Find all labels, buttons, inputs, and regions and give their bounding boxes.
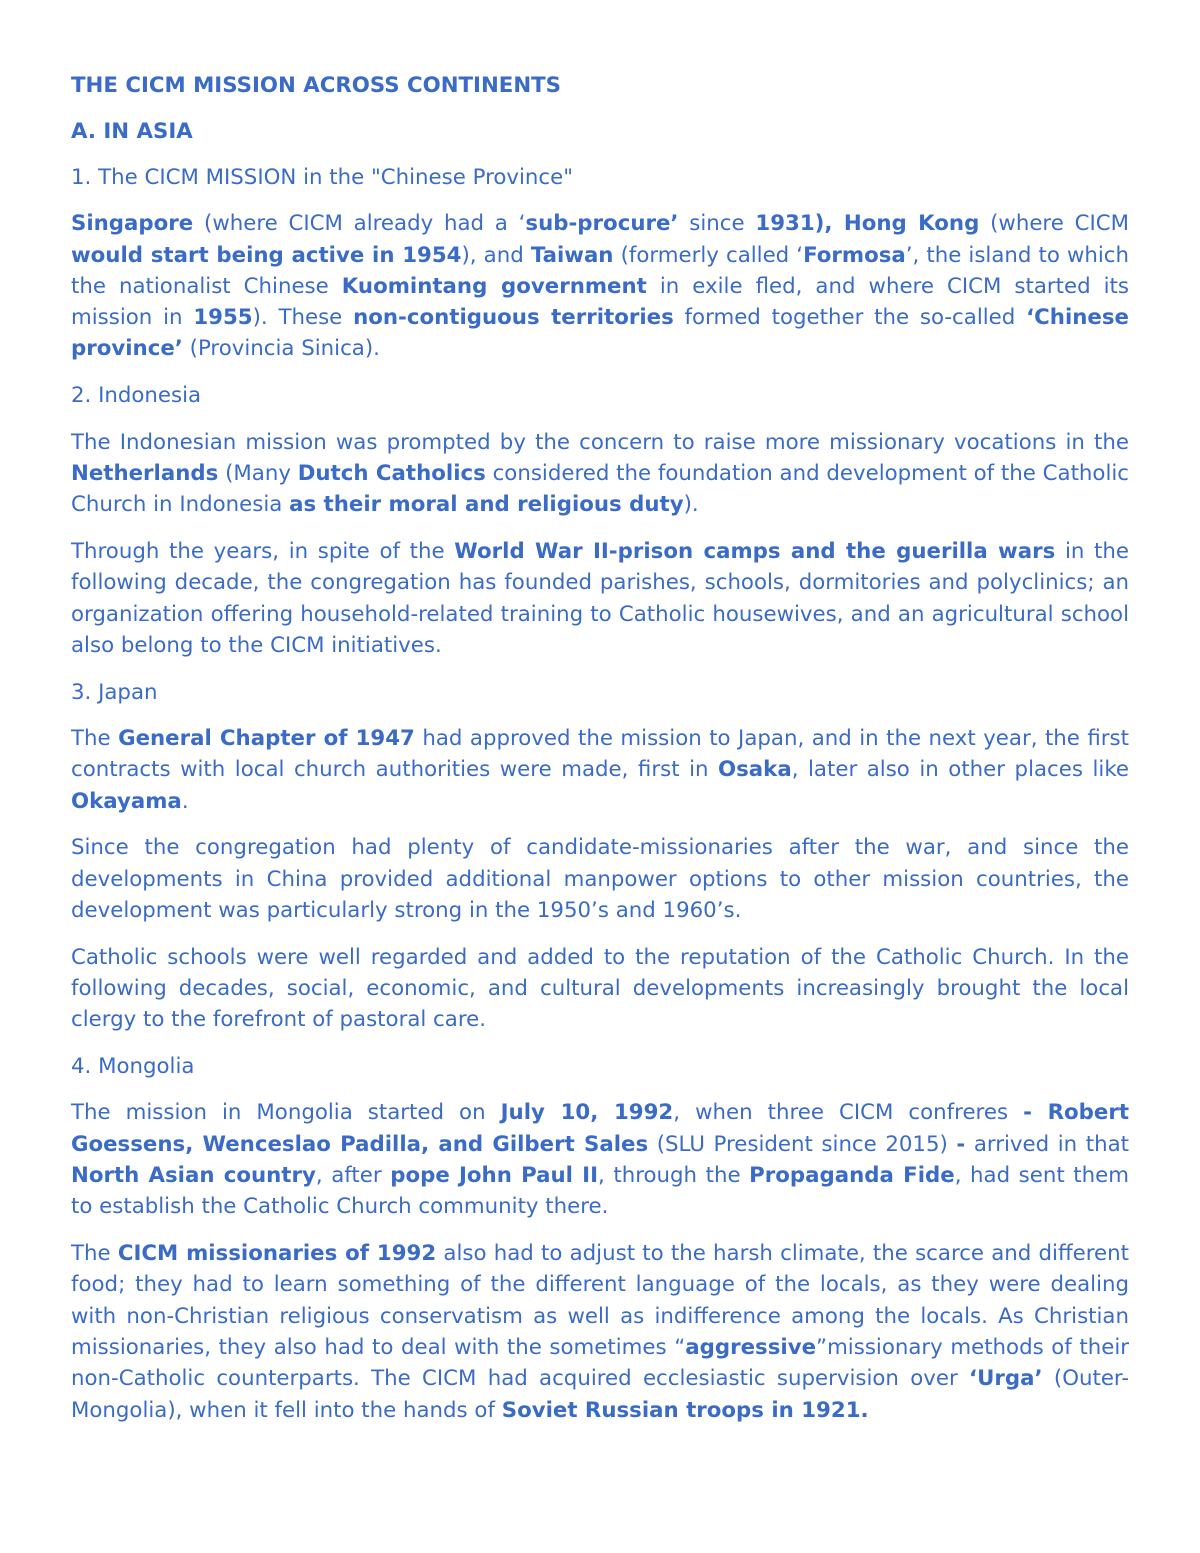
bold-text-run: would start being active in 1954 [71, 242, 462, 268]
text-run: , had sent them to establish the Catholic Church community there. [71, 1163, 1129, 1220]
bold-text-run: sub-procure’ [525, 211, 679, 237]
section-heading-asia: A. IN ASIA [71, 119, 193, 144]
bold-text-run: Dutch Catholics [297, 460, 486, 486]
subheading-chinese-province: 1. The CICM MISSION in the "Chinese Province" [71, 165, 574, 190]
document-page [71, 70, 1129, 1441]
text-run: ”missionary methods of their non-Catholic counterparts. The CICM had acquired ecclesiastic supervision over [71, 1335, 1129, 1392]
bold-text-run: - Robert Goessens, Wenceslao Padilla, and Gilbert Sales [71, 1100, 1129, 1157]
paragraph-mongolia-start [71, 1097, 1129, 1222]
bold-text-run: aggressive [685, 1335, 817, 1360]
text-run: also had to adjust to the harsh climate, the scarce and different food; they had to learn something of the different language of the locals, as they were dealing with non-Christian religious conservatism as well as indifference among the locals. As Christian missionaries, they also had to deal with the sometimes “ [71, 1241, 1129, 1360]
paragraph-chinese-province [71, 208, 1129, 364]
text-run: since [678, 211, 756, 237]
bold-text-run: Propaganda Fide [749, 1163, 955, 1189]
bold-text-run: ‘Urga’ [969, 1366, 1043, 1392]
bold-text-run: pope John Paul II [390, 1163, 599, 1189]
text-run: Catholic schools were well regarded and added to the reputation of the Catholic Church. In the following decades, social, economic, and cultural developments increasingly brought the local clergy to the forefront of pastoral care. [71, 944, 1129, 1033]
paragraph-indonesia-origin [71, 427, 1129, 521]
text-run: The Indonesian mission was prompted by the concern to raise more missionary vocations in the [71, 429, 1129, 455]
bold-text-run: 1955 [193, 305, 253, 331]
text-run: in the following decade, the congregation has founded parishes, schools, dormitories and polyclinics; an organization offering household-related training to Catholic housewives, and an agricultural school also belong to the CICM initiatives. [71, 538, 1129, 658]
paragraph-mongolia-missionaries [71, 1238, 1129, 1426]
text-run: The mission in Mongolia started on [71, 1100, 501, 1126]
bold-text-run: North Asian country [71, 1163, 316, 1189]
subheading-indonesia: 2. Indonesia [71, 383, 202, 409]
text-run: ). These [252, 305, 354, 331]
text-run: , later also in other places like [791, 757, 1129, 783]
text-run: Since the congregation had plenty of candidate-missionaries after the war, and since the developments in China provided additional manpower options to other mission countries, the development was particularly strong in the 1950’s and 1960’s. [71, 835, 1129, 923]
bold-text-run: - [956, 1131, 966, 1157]
bold-text-run: Okayama [71, 788, 182, 814]
bold-text-run: Formosa [803, 242, 906, 268]
text-run: (Provincia Sinica). [182, 336, 380, 362]
bold-text-run: as their moral and religious duty [289, 492, 684, 518]
text-run: considered the foundation and development of the Catholic Church in Indonesia [71, 460, 1129, 518]
text-run: (SLU President since 2015) [648, 1131, 957, 1157]
bold-text-run: Netherlands [71, 460, 219, 486]
subheading-japan: 3. Japan [71, 679, 158, 705]
text-run: ’, the island to which the nationalist Chinese [71, 242, 1129, 299]
paragraph-japan-schools [71, 942, 1129, 1036]
text-run: in exile fled, and where CICM started its mission in [71, 273, 1129, 331]
text-run: , after [315, 1163, 391, 1189]
subheading-mongolia: 4. Mongolia [71, 1054, 195, 1080]
text-run: , through the [598, 1163, 750, 1189]
bold-text-run: ‘Chinese province’ [71, 305, 1129, 362]
bold-text-run: July 10, 1992 [500, 1100, 674, 1126]
bold-text-run: non-contiguous territories [353, 305, 674, 331]
text-run: had approved the mission to Japan, and in the next year, the first contracts with local church authorities were made, first in [71, 725, 1129, 783]
bold-text-run: 1931), Hong Kong [755, 211, 980, 237]
document-title: THE CICM MISSION ACROSS CONTINENTS [71, 73, 562, 98]
text-run: (Many [218, 460, 298, 486]
bold-text-run: Kuomintang government [341, 273, 647, 299]
text-run: formed together the so-called [673, 305, 1027, 331]
paragraph-japan-growth [71, 832, 1129, 926]
text-run: The [71, 1241, 118, 1267]
bold-text-run: CICM missionaries of 1992 [117, 1241, 437, 1267]
bold-text-run: Singapore [71, 211, 194, 237]
text-run: (where CICM already had a ‘ [193, 211, 526, 237]
bold-text-run: Soviet Russian troops in 1921. [501, 1397, 869, 1423]
bold-text-run: Osaka [718, 757, 792, 783]
text-run: ). [683, 492, 699, 518]
text-run: (formerly called ‘ [613, 242, 804, 268]
text-run: . [181, 788, 189, 814]
text-run: , when three CICM confreres [673, 1100, 1024, 1126]
bold-text-run: Taiwan [530, 242, 614, 268]
text-run: (Outer-Mongolia), when it fell into the hands of [71, 1366, 1129, 1423]
text-run: arrived in that [965, 1131, 1129, 1157]
text-run: Through the years, in spite of the [71, 538, 455, 564]
text-run: (where CICM [979, 211, 1129, 237]
paragraph-japan-start [71, 723, 1129, 817]
text-run: ), and [461, 242, 531, 268]
bold-text-run: World War II-prison camps and the guerilla wars [454, 538, 1056, 564]
bold-text-run: General Chapter of 1947 [118, 725, 415, 751]
text-run: The [71, 725, 119, 751]
paragraph-indonesia-work [71, 536, 1129, 661]
